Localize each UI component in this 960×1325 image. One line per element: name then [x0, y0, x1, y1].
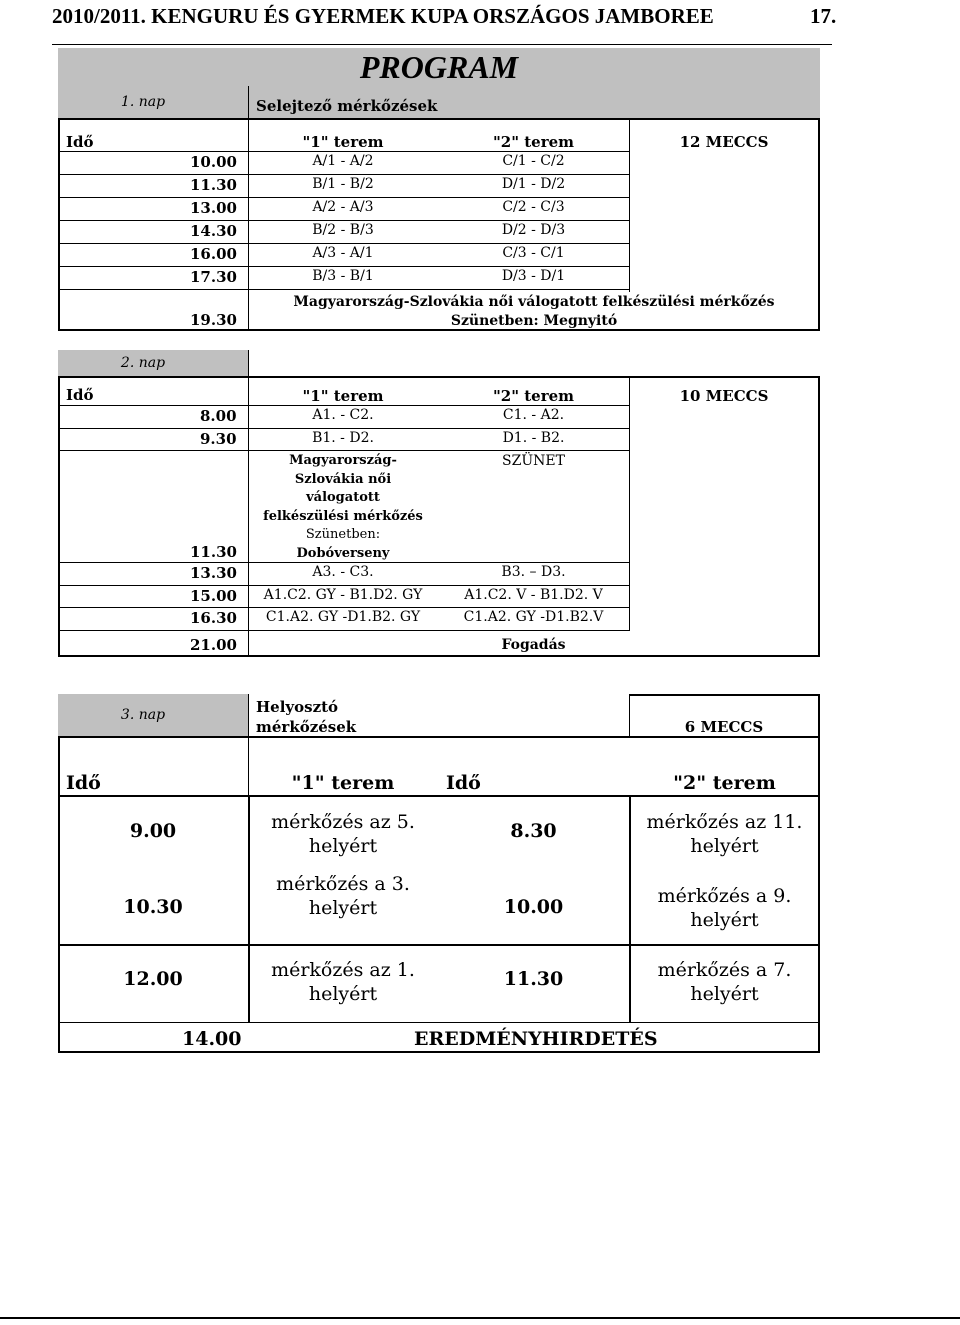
day1-row-time: 14.30: [190, 222, 237, 240]
footer-divider: [0, 1317, 960, 1319]
day2-special-break: SZÜNET: [502, 453, 565, 469]
day2-row-room1: A1. - C2.: [312, 407, 374, 423]
special-line: válogatott: [306, 490, 380, 505]
day1-col-room1: "1" terem: [302, 133, 384, 151]
day2-col-time: Idő: [66, 386, 94, 404]
day3-row-match1: [248, 872, 438, 920]
day1-label: 1. nap: [120, 94, 166, 110]
day1-row-room2: C/3 - C/1: [502, 245, 565, 261]
day1-row-time: 17.30: [190, 268, 237, 286]
day2-last-time: 21.00: [190, 636, 237, 654]
program-title: PROGRAM: [58, 48, 820, 86]
day2-row-time: 8.00: [200, 407, 237, 425]
match-line: mérkőzés az 5.: [271, 811, 415, 833]
day3-col-time1: Idő: [66, 772, 101, 794]
day2-row-room2: B3. – D3.: [501, 564, 566, 580]
day1-col-time: Idő: [66, 133, 94, 151]
day1-subtitle: Selejtező mérkőzések: [256, 97, 438, 115]
day1-row-time: 16.00: [190, 245, 237, 263]
match-line: mérkőzés az 11.: [646, 811, 803, 833]
day3-label: 3. nap: [120, 707, 166, 723]
day3-row-line: [58, 1022, 820, 1023]
day2-col-room1: "1" terem: [302, 387, 384, 405]
day2-row-room1: A1.C2. GY - B1.D2. GY: [263, 587, 423, 603]
day1-row-room1: A/1 - A/2: [312, 153, 374, 169]
day2-label: 2. nap: [120, 355, 166, 371]
day3-subtitle: [256, 697, 356, 737]
day1-row-room2: D/3 - D/1: [501, 268, 566, 284]
day1-bottom-border: [58, 329, 820, 331]
day1-row-room1: B/2 - B/3: [312, 222, 374, 238]
match-line: mérkőzés a 3.: [276, 873, 410, 895]
day2-top-border: [58, 376, 820, 378]
day2-row-time: 13.30: [190, 564, 237, 582]
day2-row-room2: C1.A2. GY -D1.B2.V: [463, 609, 604, 625]
day1-col-count: 12 MECCS: [679, 133, 769, 151]
day2-col-room2: "2" terem: [492, 387, 575, 405]
day3-row-match2: [629, 884, 820, 932]
day1-row-room2: C/1 - C/2: [502, 153, 565, 169]
day2-right-border: [818, 376, 820, 657]
day2-row-room1: B1. - D2.: [312, 430, 374, 446]
day3-final-event: EREDMÉNYHIRDETÉS: [414, 1028, 658, 1050]
day2-row-room2: A1.C2. V - B1.D2. V: [464, 587, 603, 603]
special-line: Szlovákia női: [294, 471, 392, 487]
day1-header-line: [58, 151, 630, 152]
day1-row-time: 11.30: [190, 176, 237, 194]
day1-row-room2: D/2 - D/3: [501, 222, 566, 238]
day1-row-room1: A/2 - A/3: [312, 199, 374, 215]
day2-col-divider-2: [629, 376, 630, 631]
day1-row-line: [58, 220, 630, 221]
day3-col-count: 6 MECCS: [684, 718, 764, 736]
day3-row-time2: 10.00: [503, 896, 564, 918]
day1-last-time: 19.30: [190, 311, 237, 329]
day2-header-line: [58, 405, 630, 406]
day1-row-line: [58, 174, 630, 175]
day3-row-time1: 12.00: [123, 968, 183, 990]
day2-row-room1: A3. - C3.: [312, 564, 374, 580]
day3-row-match2: [629, 810, 820, 858]
day3-row-time1: 10.30: [123, 896, 183, 918]
day3-row-time2: 8.30: [510, 820, 557, 842]
day3-count-top: [629, 694, 820, 696]
day3-subtitle-line: Helyosztó: [256, 698, 339, 716]
match-line: helyért: [690, 835, 759, 857]
day1-col-room2: "2" terem: [492, 133, 575, 151]
match-line: mérkőzés az 1.: [271, 959, 415, 981]
day2-row-line: [58, 630, 630, 631]
match-line: helyért: [308, 983, 378, 1005]
special-line: Szünetben:: [305, 527, 381, 542]
special-line: felkészülési mérkőzés: [263, 508, 423, 524]
day3-row-time1: 9.00: [129, 820, 177, 842]
document-header-title: 2010/2011. KENGURU ÉS GYERMEK KUPA ORSZÁGOS JAMBOREE: [52, 4, 714, 28]
special-line: Dobóverseny: [296, 545, 390, 561]
day3-count-right: [818, 694, 820, 737]
day3-final-time: 14.00: [182, 1028, 242, 1050]
day3-row-line: [58, 944, 820, 946]
day2-row-line: [58, 585, 630, 586]
day1-row-room1: B/1 - B/2: [312, 176, 374, 192]
day2-left-border: [58, 376, 60, 657]
day1-row-room1: B/3 - B/1: [312, 268, 374, 284]
day2-row-line: [58, 607, 630, 608]
day3-col-room2: "2" terem: [673, 772, 776, 794]
day2-row-time: 9.30: [200, 430, 237, 448]
day1-top-border: [58, 118, 820, 120]
special-line: Magyarország-: [289, 453, 397, 468]
day1-last-event: Magyarország-Szlovákia női válogatott felkészülési mérkőzés: [293, 294, 775, 310]
day2-last-event: Fogadás: [501, 637, 566, 653]
day1-left-border: [58, 118, 60, 331]
match-line: mérkőzés a 7.: [657, 959, 792, 981]
day2-bottom-border: [58, 655, 820, 657]
day2-special-time: 11.30: [190, 543, 237, 561]
day1-row-room2: D/1 - D/2: [501, 176, 566, 192]
day3-left-border: [58, 736, 60, 1053]
day1-row-room1: A/3 - A/1: [312, 245, 374, 261]
day3-row-match1: [248, 958, 438, 1006]
match-line: helyért: [308, 835, 378, 857]
page-number: 17.: [810, 4, 837, 28]
day2-row-line: [58, 450, 630, 451]
day2-row-room2: C1. - A2.: [502, 407, 565, 423]
day3-col-room1: "1" terem: [291, 772, 395, 794]
day3-col-time2: Idő: [446, 772, 481, 794]
day2-row-time: 16.30: [190, 609, 237, 627]
day1-row-room2: C/2 - C/3: [502, 199, 565, 215]
day3-bottom-border: [58, 1051, 820, 1053]
day2-row-line: [58, 428, 630, 429]
day2-row-room2: D1. - B2.: [502, 430, 565, 446]
day2-col-count: 10 MECCS: [679, 387, 769, 405]
day2-row-time: 15.00: [190, 587, 237, 605]
day3-top-border: [58, 736, 820, 738]
day1-row-line: [58, 243, 630, 244]
header-divider: [52, 44, 832, 45]
day3-row-match1: [248, 810, 438, 858]
match-line: mérkőzés a 9.: [657, 885, 792, 907]
day3-subtitle-line: mérkőzések: [256, 718, 357, 736]
day1-row-time: 13.00: [190, 199, 237, 217]
day2-special-event: [248, 452, 438, 563]
day2-row-room1: C1.A2. GY -D1.B2. GY: [265, 609, 421, 625]
match-line: helyért: [308, 897, 378, 919]
match-line: helyért: [690, 983, 759, 1005]
day3-row-match2: [629, 958, 820, 1006]
day1-row-time: 10.00: [190, 153, 237, 171]
day3-row-time2: 11.30: [503, 968, 564, 990]
day1-last-note: Szünetben: Megnyitó: [450, 313, 618, 329]
day1-row-line: [58, 266, 630, 267]
day1-row-line: [58, 197, 630, 198]
day3-header-line: [58, 795, 820, 797]
day1-row-line: [58, 289, 630, 290]
match-line: helyért: [690, 909, 759, 931]
